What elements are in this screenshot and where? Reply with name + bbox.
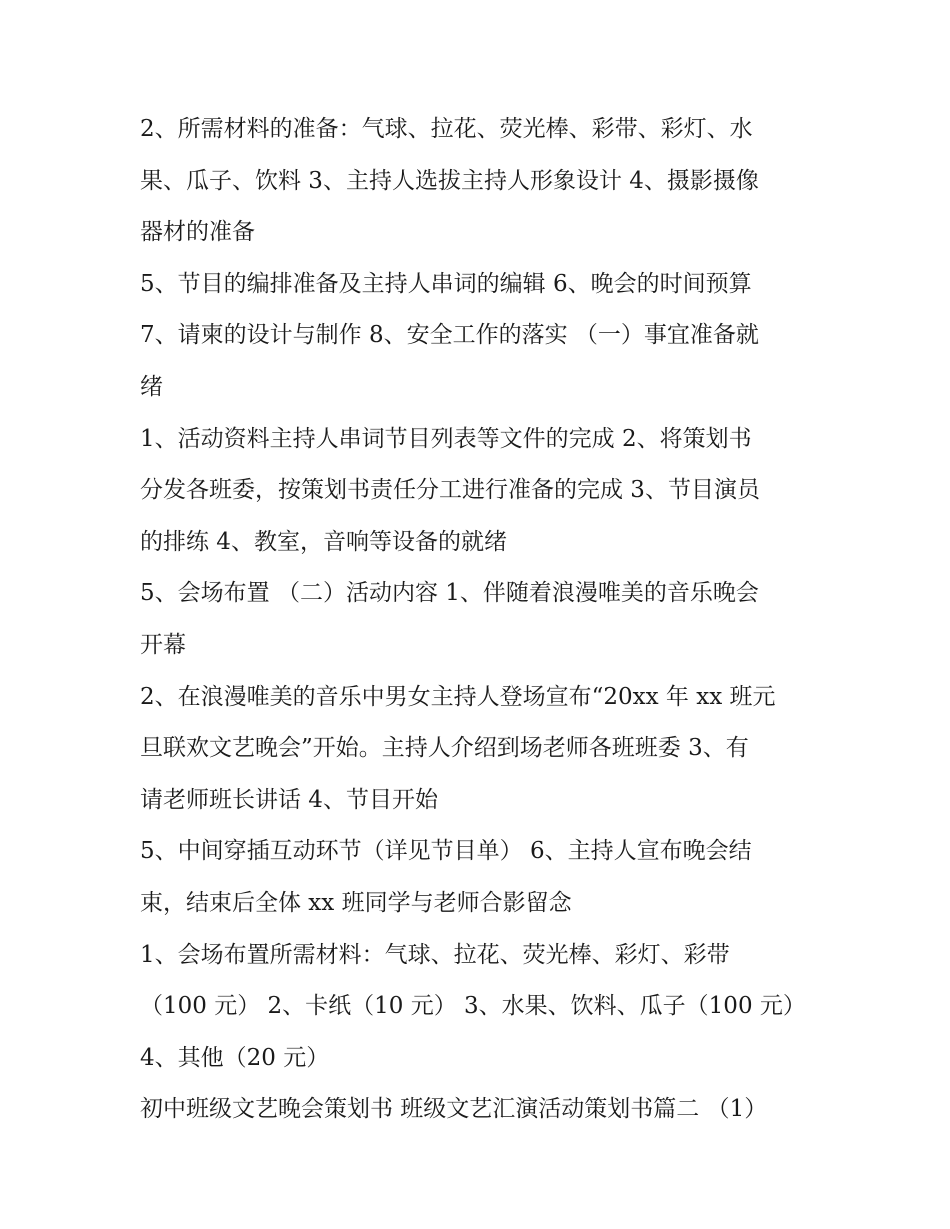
text-line-8: 分发各班委，按策划书责任分工进行准备的完成 3、节目演员 — [140, 477, 760, 504]
text-line-11: 开幕 — [140, 631, 186, 658]
text-line-2: 果、瓜子、饮料 3、主持人选拔主持人形象设计 4、摄影摄像 — [140, 167, 759, 194]
text-line-14: 请老师班长讲话 4、节目开始 — [140, 786, 438, 813]
text-line-19: 4、其他（20 元） — [140, 1044, 330, 1071]
text-line-5: 7、请柬的设计与制作 8、安全工作的落实 （一）事宜准备就 — [140, 322, 759, 349]
text-line-16: 束，结束后全体 xx 班同学与老师合影留念 — [140, 889, 572, 916]
text-line-12: 2、在浪漫唯美的音乐中男女主持人登场宣布“20xx 年 xx 班元 — [140, 683, 776, 710]
text-line-7: 1、活动资料主持人串词节目列表等文件的完成 2、将策划书 — [140, 425, 752, 452]
text-line-18: （100 元） 2、卡纸（10 元） 3、水果、饮料、瓜子（100 元） — [140, 993, 806, 1020]
text-line-17: 1、会场布置所需材料：气球、拉花、荧光棒、彩灯、彩带 — [140, 941, 730, 968]
text-line-10: 5、会场布置 （二）活动内容 1、伴随着浪漫唯美的音乐晚会 — [140, 580, 759, 607]
document-body — [140, 104, 820, 1136]
text-line-3: 器材的准备 — [140, 219, 255, 246]
text-line-4: 5、节目的编排准备及主持人串词的编辑 6、晚会的时间预算 — [140, 270, 752, 297]
text-line-1: 2、所需材料的准备：气球、拉花、荧光棒、彩带、彩灯、水 — [140, 116, 753, 142]
text-line-20: 初中班级文艺晚会策划书 班级文艺汇演活动策划书篇二 （1） — [140, 1096, 768, 1123]
text-line-6: 绪 — [140, 373, 163, 400]
text-line-9: 的排练 4、教室，音响等设备的就绪 — [140, 528, 507, 555]
text-line-15: 5、中间穿插互动环节（详见节目单） 6、主持人宣布晚会结 — [140, 838, 752, 865]
text-line-13: 旦联欢文艺晚会”开始。主持人介绍到场老师各班班委 3、有 — [140, 735, 749, 762]
